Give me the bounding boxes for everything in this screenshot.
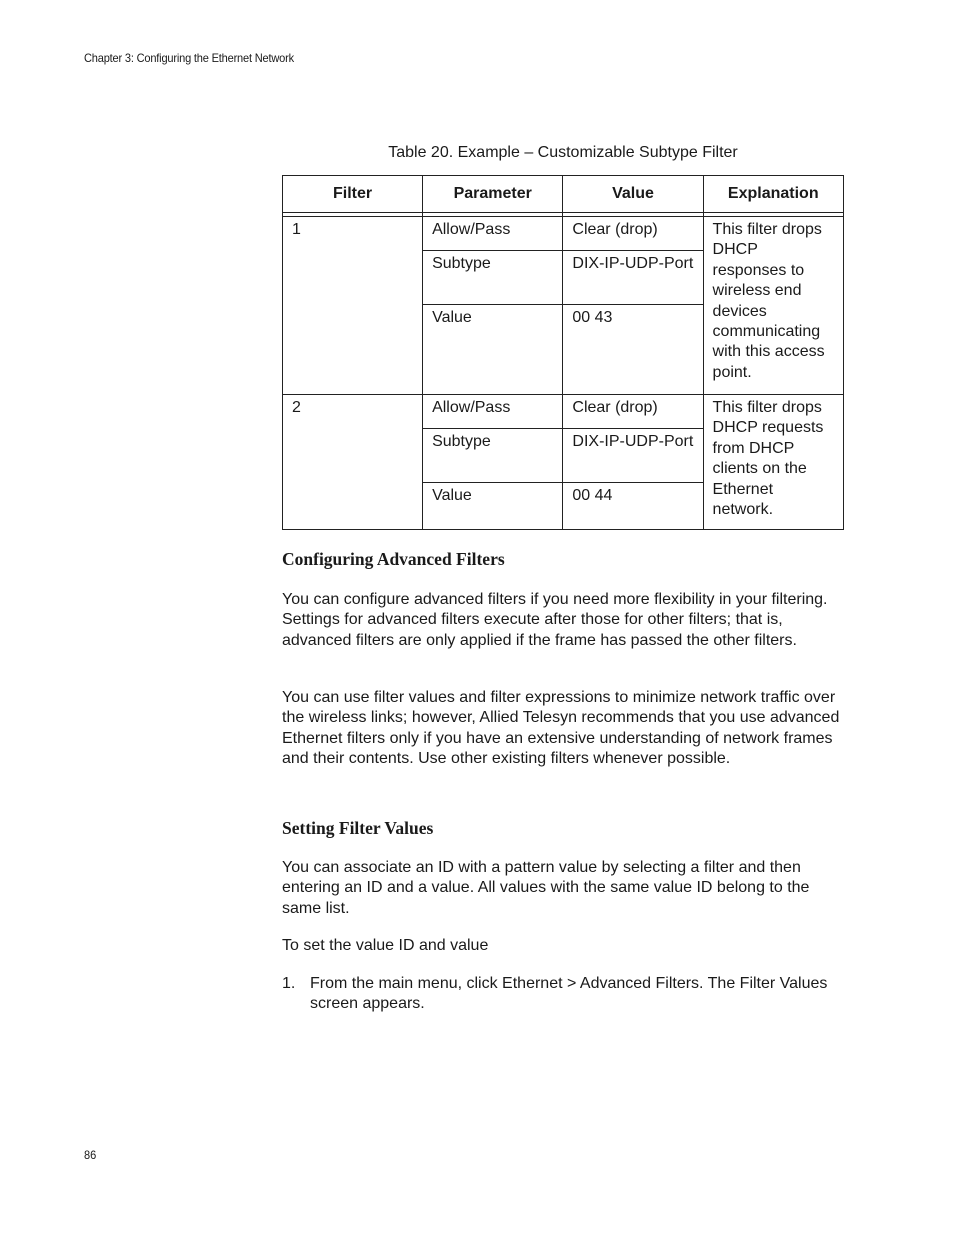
paragraph: You can use filter values and filter expressions to minimize network traffic over the wireless links; however, Allied Telesyn recommends that you use advanced Ethernet filters only if you have an extensive understanding of network frames and their contents. Use other existing filters whenever possible.: [282, 689, 840, 768]
procedure-intro: To set the value ID and value: [282, 937, 489, 954]
explanation-cell: This filter drops DHCP responses to wireless end devices communicating with this access point.: [703, 217, 843, 395]
parameter-cell: Subtype: [423, 429, 563, 483]
column-header-explanation: Explanation: [703, 176, 843, 213]
value-cell: 00 44: [563, 483, 703, 530]
column-header-parameter: Parameter: [423, 176, 563, 213]
paragraph: You can configure advanced filters if you need more flexibility in your filtering. Settings for advanced filters execute after those for other filters; that is, advanced filters are only applied if the frame has passed the other filters.: [282, 591, 828, 649]
value-cell: Clear (drop): [563, 395, 703, 429]
parameter-cell: Allow/Pass: [423, 395, 563, 429]
parameter-cell: Allow/Pass: [423, 217, 563, 251]
running-header: Chapter 3: Configuring the Ethernet Network: [84, 51, 294, 65]
subtype-filter-table: [282, 175, 844, 530]
parameter-cell: Value: [423, 483, 563, 530]
step-text: From the main menu, click Ethernet > Advanced Filters. The Filter Values screen appears.: [310, 975, 828, 1013]
section-heading-advanced-filters: Configuring Advanced Filters: [282, 549, 505, 569]
value-cell: 00 43: [563, 305, 703, 395]
section-heading-filter-values: Setting Filter Values: [282, 818, 434, 838]
table-row: [283, 395, 844, 429]
parameter-cell: Value: [423, 305, 563, 395]
column-header-value: Value: [563, 176, 703, 213]
filter-number-cell: 2: [283, 395, 423, 530]
value-cell: Clear (drop): [563, 217, 703, 251]
explanation-cell: This filter drops DHCP requests from DHCP clients on the Ethernet network.: [703, 395, 843, 530]
procedure-step: [282, 974, 844, 1015]
step-number: 1.: [282, 975, 296, 992]
table-header-row: [283, 176, 844, 213]
paragraph: You can associate an ID with a pattern value by selecting a filter and then entering an ID and a value. All values with the same value ID belong to the same list.: [282, 859, 810, 917]
column-header-filter: Filter: [283, 176, 423, 213]
parameter-cell: Subtype: [423, 251, 563, 305]
table-row: [283, 217, 844, 251]
table-caption: Table 20. Example – Customizable Subtype Filter: [388, 144, 738, 161]
value-cell: DIX-IP-UDP-Port: [563, 251, 703, 305]
filter-number-cell: 1: [283, 217, 423, 395]
value-cell: DIX-IP-UDP-Port: [563, 429, 703, 483]
page-number: 86: [84, 1148, 97, 1162]
